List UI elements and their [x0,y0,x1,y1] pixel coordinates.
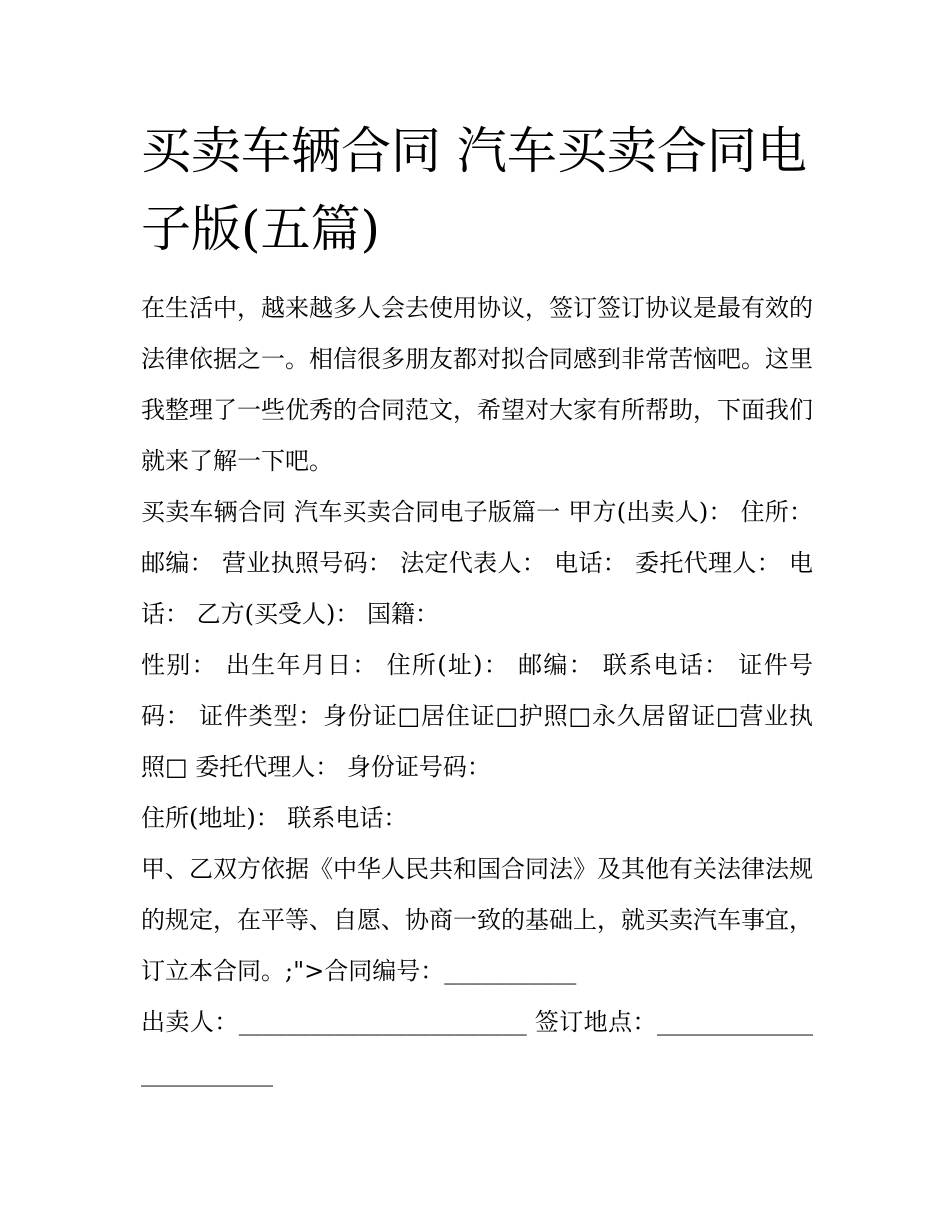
intro-paragraph: 在生活中，越来越多人会去使用协议，签订签订协议是最有效的法律依据之一。相信很多朋友都对拟合同感到非常苦恼吧。这里我整理了一些优秀的合同范文，希望对大家有所帮助，下面我们就来了解一下吧。 [141,294,813,475]
document-title: 买卖车辆合同 汽车买卖合同电子版(五篇) [141,122,807,258]
contract-basis-paragraph: 甲、乙双方依据《中华人民共和国合同法》及其他有关法律法规的规定，在平等、自愿、协商一致的基础上，就买卖汽车事宜，订立本合同。;">合同编号：___________ [141,855,813,985]
seller-signing-paragraph: 出卖人：________________________ 签订地点：________________________ [141,1008,813,1087]
document-content [141,112,813,1099]
party-a-info-paragraph: 买卖车辆合同 汽车买卖合同电子版篇一 甲方(出卖人)： 住所： 邮编： 营业执照号码： 法定代表人： 电话： 委托代理人： 电话： 乙方(买受人)： 国籍： [141,498,813,628]
party-b-info-paragraph: 性别： 出生年月日： 住所(址)： 邮编： 联系电话： 证件号码： 证件类型：身份证□居住证□护照□永久居留证□营业执照□ 委托代理人： 身份证号码： [141,651,813,781]
address-paragraph: 住所(地址)： 联系电话： [141,804,408,832]
